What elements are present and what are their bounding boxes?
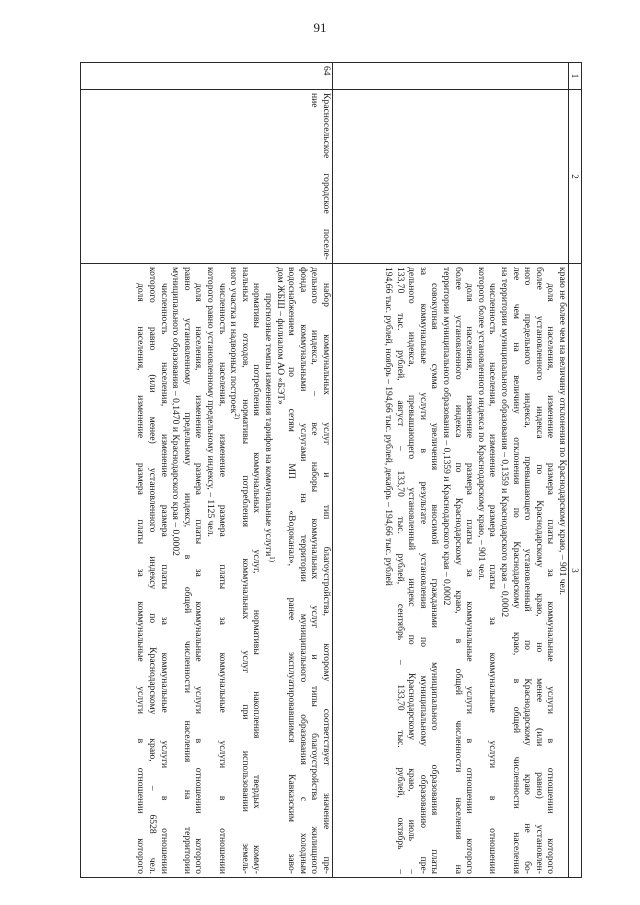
text-line: 194,66 тыс. рублей, ноябрь – 194,66 тыс. рублей, декабрь – 194,66 тыс. рублей [383,267,395,586]
text-line: фонда коммунальными услугами на территории муниципального образования с холодным [297,267,309,874]
text-line: набор коммунальных услуг и тип благоустройства, которому соответствует значение пре- [321,283,332,874]
text-line: доля населения, изменение размера платы за коммунальные услуги в отношении которого [464,283,476,874]
text-line: ного предельного индекса, превышающего установленный по Краснодарскому краю не бо- [522,267,534,874]
table-row-continuation [333,63,569,878]
text-line: численность населения, изменение размера платы за коммунальные услуги в отношении [216,283,228,874]
text-line: дельного индекса, – все наборы коммунальных услуг и типы благоустройства жилищного [309,267,321,874]
text-line: за коммунальные услуги в результате установления по муниципальному образованию пре- [417,267,429,874]
text-line: на территории муниципального образования – 0,1359 и Краснодарского края – 0,0002 [499,267,511,618]
text-line: краю не более чем на величину отклонения по Краснодарскому краю, – 901 чел. [557,267,568,596]
text-line: доля населения, изменение размера платы за коммунальные услуги в отношении которого [545,283,557,874]
text-line: совокупная сумма увеличения вносимой гражданами муниципального образования платы [429,283,441,874]
municipality-name-line: ние [309,93,321,108]
text-line: 133,70 тыс. рублей, август – 133,70 тыс. рублей, сентябрь – 133,70 тыс. рублей, октябрь – [394,267,406,874]
table-area [79,62,582,877]
text-line: доля населения, изменение размера платы за коммунальные услуги в отношении которого [193,283,205,874]
header-col-3: 3 [569,264,582,878]
table-header-row [569,63,582,878]
table-row-64 [81,63,333,878]
text-line: более установленного индекса по Краснодарскому краю, но менее (или равно) установлен- [533,267,545,874]
rotated-table-wrapper [79,62,582,877]
row-a-name [333,90,569,264]
header-col-1: 1 [569,63,582,90]
text-line: доля населения, изменение размера платы за коммунальные услуги в отношении которого [135,283,147,874]
text-line [262,267,277,874]
text-line: дельного индекса, превышающего установленный индекс по Краснодарскому краю, июль – [406,267,418,874]
footnote-mark: 2) [233,413,242,420]
row-a-content [333,264,569,878]
header-col-2: 2 [569,90,582,264]
row-b-number: 64 [81,63,333,90]
text-line: лее чем на величину отклонения по Краснодарскому краю, в общей численности населения [510,267,522,874]
text-line: равно установленному предельному индексу, в общей численности населения на территории [181,267,193,874]
text-line: водоснабжением по сетям МП «Водоканал», ранее эксплуатировавшимся Кавказским заво- [286,267,298,874]
text-line: территории муниципального образования – 0,1359 и Краснодарского края – 0,0002 [441,267,453,606]
text-line: нормативы потребления коммунальных услуг, нормативы накопления твердых комму- [251,283,263,874]
data-table [80,62,582,878]
row-b-name [81,90,333,264]
row-b-content [81,264,333,878]
text-line: более установленного индекса по Краснодарскому краю, в общей численности населения на [452,267,464,874]
text-line: которого равно (или менее) установленного индексу по Краснодарскому краю, – 6528 чел. [147,267,159,874]
text-line: численность населения, изменение размера платы за коммунальные услуги в отношении [158,283,170,874]
text-line: которого равно установленному предельному индексу, – 1125 чел. [205,267,217,537]
text-line-body: ного участка и надворных построек [228,267,240,414]
footnote-mark: 1) [268,556,277,563]
row-a-number [333,63,569,90]
text-line [228,267,240,874]
page-number: 91 [313,20,327,35]
municipality-name-line: Красносельское городское поселе- [321,93,332,260]
text-line: которого более установленного индекса по Краснодарскому краю, – 901 чел. [475,267,487,581]
text-line: дом ЖБШ – филиалом АО «БЭТ» [274,267,286,405]
text-line: нальных отходов, нормативы потребления коммунальных услуг при использовании земель- [239,267,251,874]
text-line-body: прогнозные темпы изменения тарифов на коммунальные услуги [263,293,275,557]
text-line: численность населения, изменение размера платы за коммунальные услуги в отношении [487,283,499,874]
text-line: муниципального образования – 0,1470 и Краснодарского края – 0,0002 [170,267,182,556]
